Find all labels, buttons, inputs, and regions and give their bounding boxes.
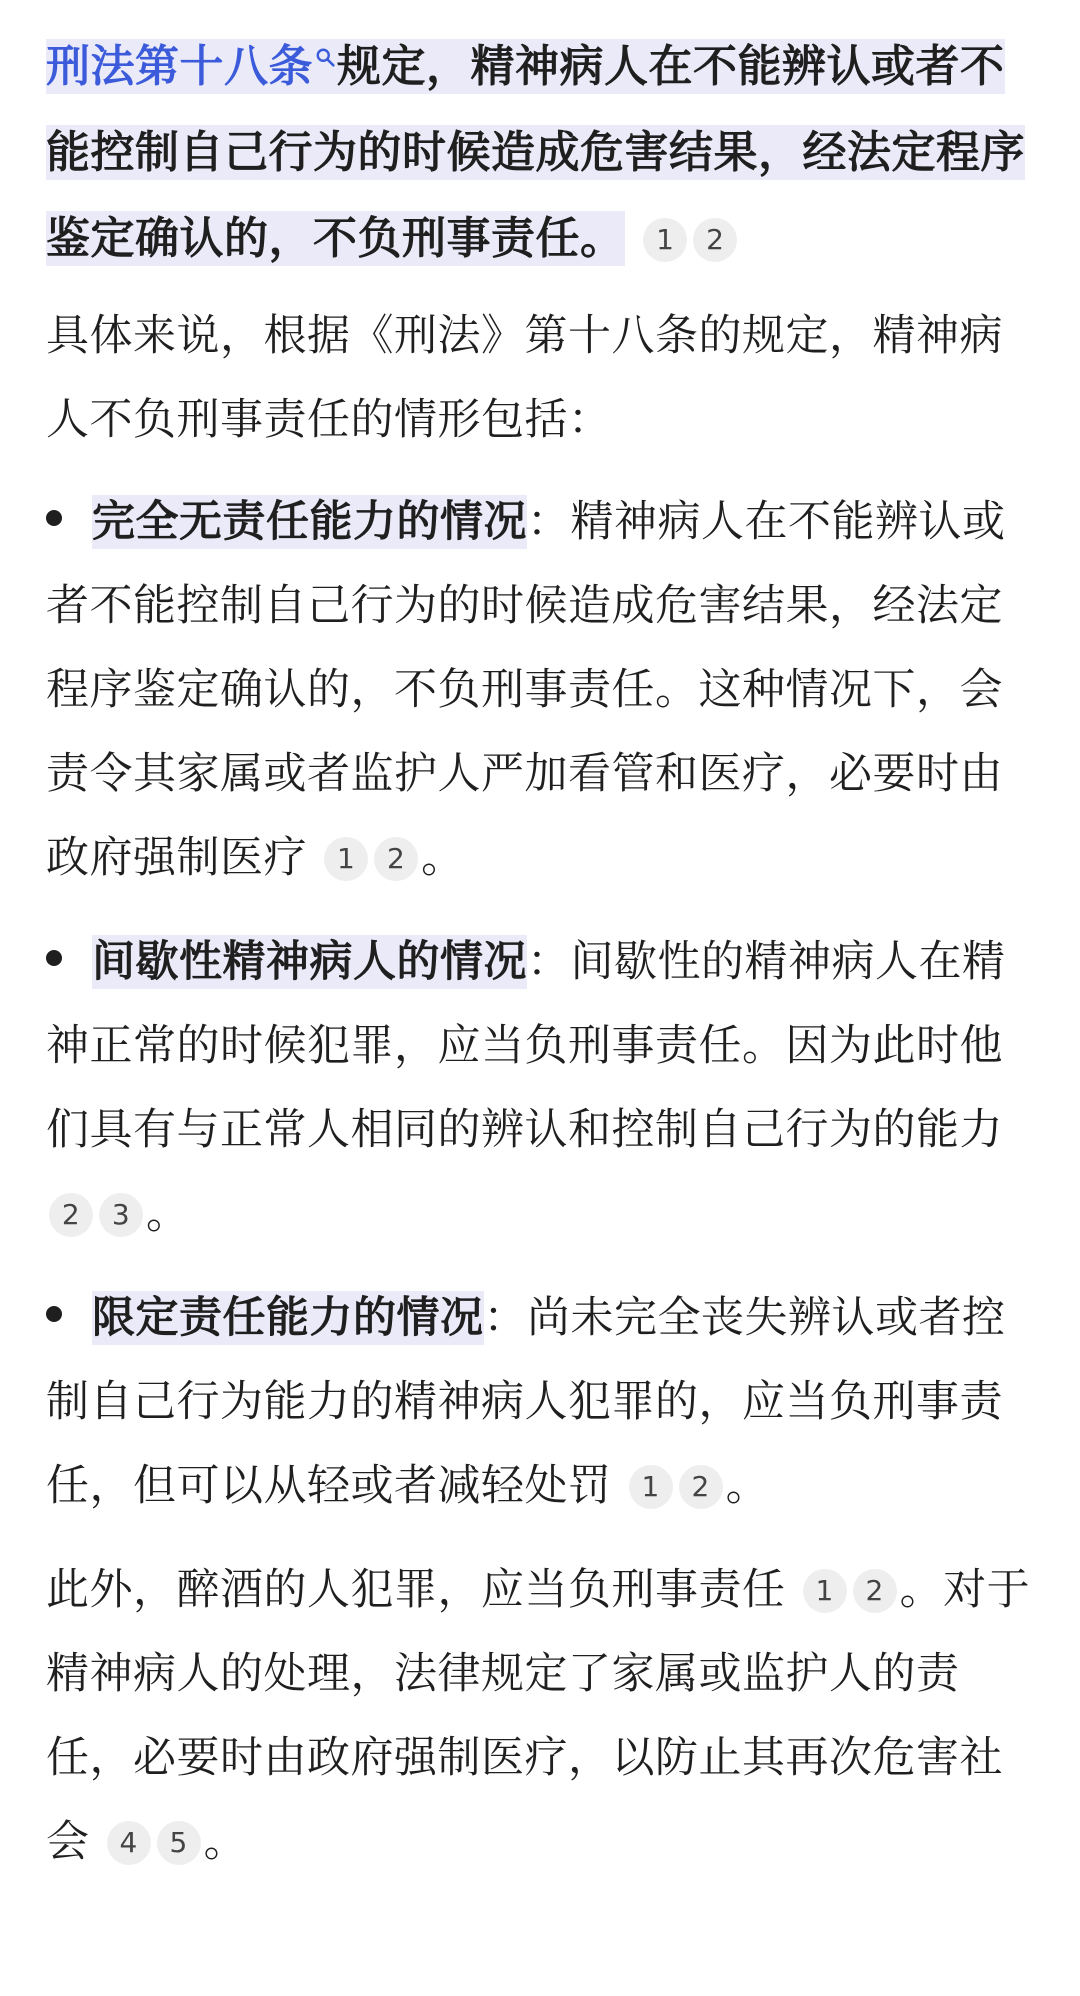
intro-paragraph [46, 24, 1034, 282]
bullet-title: 限定责任能力的情况 [92, 1293, 484, 1343]
citation-badge[interactable]: 3 [99, 1193, 143, 1237]
conditions-list [46, 480, 1034, 1528]
citation-badge[interactable]: 2 [374, 837, 418, 881]
bullet-icon [46, 510, 62, 526]
citation-badge[interactable]: 2 [853, 1569, 897, 1613]
list-item [46, 480, 1034, 900]
law-article-link[interactable] [46, 41, 337, 92]
citation-badge[interactable]: 1 [324, 837, 368, 881]
intro-text: 规定，精神病人在不能辨认或者不能控制自己行为的时候造成危害结果，经法定程序鉴定确认的，不负刑事责任。 [46, 41, 1025, 264]
citation-badge[interactable]: 1 [643, 218, 687, 262]
citation-badge[interactable]: 2 [679, 1465, 723, 1509]
closing-end: 。 [203, 1817, 248, 1867]
bullet-end: 。 [146, 1189, 190, 1239]
bullet-text: ：精神病人在不能辨认或者不能控制自己行为的时候造成危害结果，经法定程序鉴定确认的，不负刑事责任。这种情况下，会责令其家属或者监护人严加看管和医疗，必要时由政府强制医疗 [46, 497, 1006, 883]
bullet-icon [46, 950, 62, 966]
closing-paragraph [46, 1548, 1034, 1884]
bullet-title: 间歇性精神病人的情况 [92, 937, 527, 987]
bullet-title: 完全无责任能力的情况 [92, 497, 527, 547]
citation-badge[interactable]: 1 [803, 1569, 847, 1613]
citation-badge[interactable]: 2 [49, 1193, 93, 1237]
list-item [46, 1276, 1034, 1528]
bullet-end: 。 [421, 833, 465, 883]
citation-badge[interactable]: 5 [157, 1821, 201, 1865]
bullet-text: ：尚未完全丧失辨认或者控制自己行为能力的精神病人犯罪的，应当负刑事责任，但可以从轻或者减轻处罚 [46, 1293, 1006, 1511]
closing-text-b: 。对于精神病人的处理，法律规定了家属或监护人的责任，必要时由政府强制医疗，以防止其再次危害社会 [46, 1565, 1031, 1867]
list-item [46, 920, 1034, 1256]
bullet-text: ：间歇性的精神病人在精神正常的时候犯罪，应当负刑事责任。因为此时他们具有与正常人相同的辨认和控制自己行为的能力 [46, 937, 1006, 1155]
citation-badge[interactable]: 4 [107, 1821, 151, 1865]
citation-badge[interactable]: 2 [693, 218, 737, 262]
bullet-icon [46, 1306, 62, 1322]
summary-paragraph: 具体来说，根据《刑法》第十八条的规定，精神病人不负刑事责任的情形包括： [46, 311, 1003, 445]
search-icon[interactable] [315, 47, 337, 69]
closing-text-a: 此外，醉酒的人犯罪，应当负刑事责任 [46, 1565, 786, 1615]
citation-badge[interactable]: 1 [629, 1465, 673, 1509]
law-article-link-text[interactable]: 刑法第十八条 [46, 41, 313, 92]
bullet-end: 。 [725, 1461, 770, 1511]
intro-highlight [46, 39, 1025, 266]
